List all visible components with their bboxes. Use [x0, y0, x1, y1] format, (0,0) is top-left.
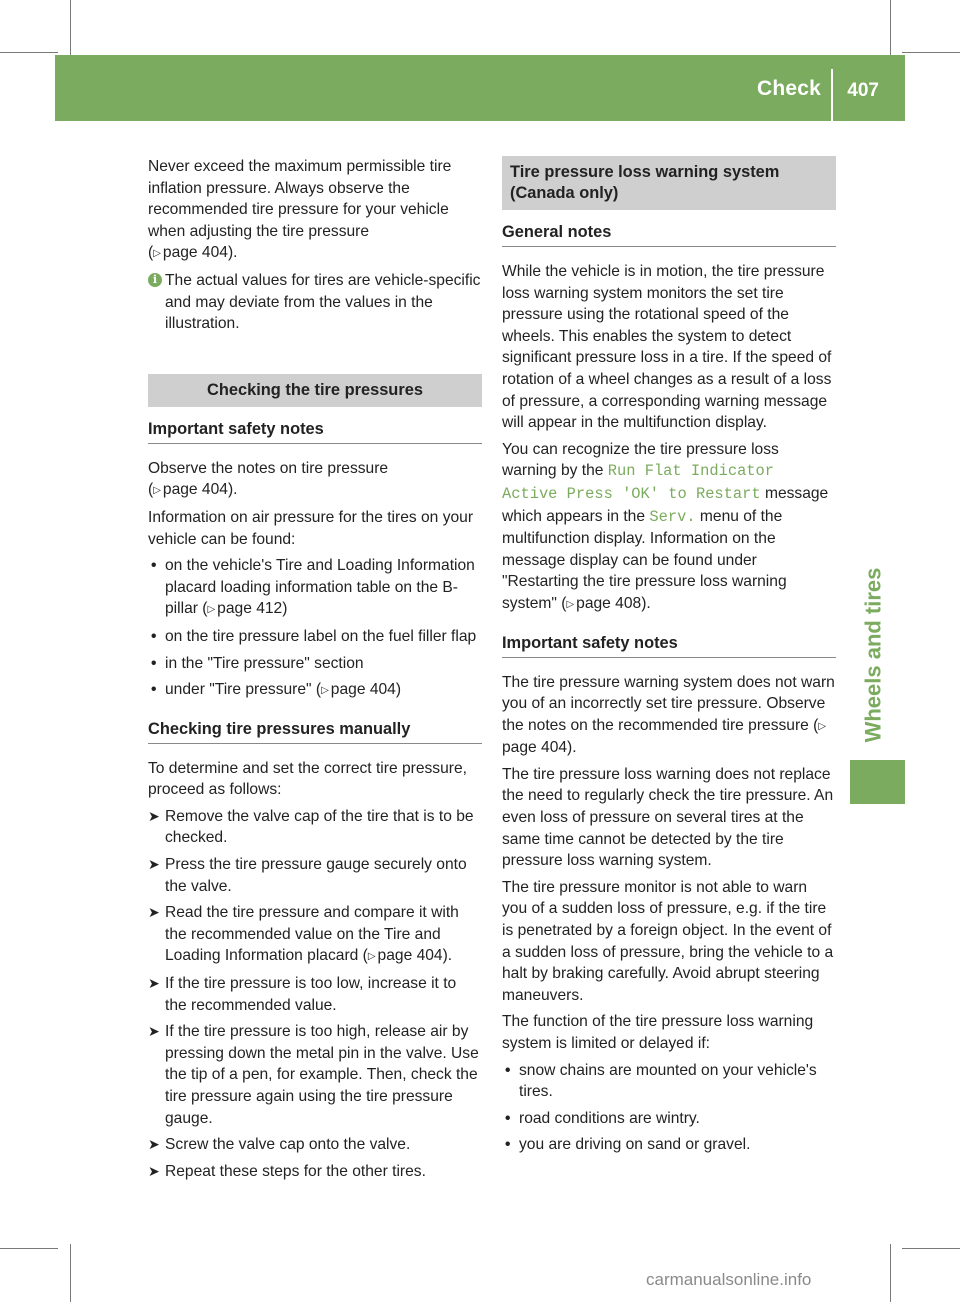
- page-ref-triangle-icon: ▷: [818, 720, 827, 732]
- step-item: ➤ If the tire pressure is too low, increase it to the recommended value.: [148, 975, 457, 1014]
- step-arrow-icon: ➤: [148, 856, 160, 873]
- crop-mark: [70, 0, 71, 58]
- step-item: ➤ Remove the valve cap of the tire that is to be checked.: [148, 807, 474, 847]
- page-header: [55, 55, 905, 121]
- safety-paragraph: The tire pressure loss warning does not replace the need to regularly check the tire pressure. An even loss of pressure on several tires at the same time cannot be detected by the tire pressure loss warning system.: [502, 765, 834, 870]
- step-arrow-icon: ➤: [148, 807, 160, 824]
- page-ref-triangle-icon: ▷: [153, 248, 161, 260]
- step-arrow-icon: ➤: [148, 1162, 160, 1179]
- list-item: • road conditions are wintry.: [502, 1108, 836, 1130]
- display-menu-name: Serv.: [649, 507, 696, 526]
- step-arrow-icon: ➤: [148, 975, 160, 992]
- crop-mark: [902, 52, 960, 53]
- general-notes-paragraph: While the vehicle is in motion, the tire pressure loss warning system monitors the set tire pressure using the rotational speed of the wheels. This enables the system to detect significant pressure loss in a tire. If the speed of rotation of a wheel changes as a result of a loss of pressure, a corresponding warning message will appear in the multifunction display.: [502, 263, 832, 432]
- step-arrow-icon: ➤: [148, 1023, 160, 1040]
- subheading: Checking tire pressures manually: [148, 719, 482, 744]
- subheading: Important safety notes: [502, 633, 836, 658]
- crop-mark: [70, 1244, 71, 1302]
- list-item: • under "Tire pressure" (▷ page 404): [148, 679, 482, 702]
- step-arrow-icon: ➤: [148, 1136, 160, 1153]
- step-item: ➤ Read the tire pressure and compare it with the recommended value on the Tire and Loading Information placard (▷ page 404).: [148, 902, 482, 968]
- step-arrow-icon: ➤: [148, 904, 160, 921]
- chapter-tab-label: [840, 555, 906, 755]
- crop-mark: [890, 0, 891, 58]
- header-divider: [831, 69, 833, 121]
- observe-paragraph: Observe the notes on tire pressure (▷ page 404).: [148, 458, 482, 502]
- manual-intro-paragraph: To determine and set the correct tire pressure, proceed as follows:: [148, 759, 467, 799]
- list-item: • snow chains are mounted on your vehicle's tires.: [502, 1060, 836, 1103]
- safety-paragraph: The tire pressure monitor is not able to warn you of a sudden loss of pressure, e.g. if the tire is penetrated by a foreign object. In the event of a sudden loss of pressure, bring the vehicle to a halt by braking carefully. Avoid abrupt steering maneuvers.: [502, 878, 834, 1004]
- info-icon: i: [148, 273, 162, 287]
- header-title: Check: [756, 77, 821, 100]
- list-item: • you are driving on sand or gravel.: [502, 1134, 836, 1156]
- warning-message-paragraph: You can recognize the tire pressure loss warning by the Run Flat Indicator Active Press 'OK' to Restart message which appears in the Serv. menu of the multifunction display. Information on the message display can be found under "Restarting the tire pressure loss warning system" (▷ page 408).: [502, 439, 836, 616]
- step-item: ➤ If the tire pressure is too high, release air by pressing down the metal pin in the valve. Use the tip of a pen, for example. Then, check the tire pressure again using the tire pressure gauge.: [148, 1023, 479, 1127]
- safety-paragraph: The tire pressure warning system does not warn you of an incorrectly set tire pressure. Observe the notes on the recommended tire pressure (▷page 404).: [502, 673, 835, 757]
- crop-mark: [890, 1244, 891, 1302]
- step-item: ➤ Screw the valve cap onto the valve.: [148, 1134, 482, 1156]
- list-item: • on the tire pressure label on the fuel filler flap: [148, 626, 482, 648]
- page-ref-triangle-icon: ▷: [153, 485, 161, 497]
- page-ref-triangle-icon: ▷: [566, 598, 575, 610]
- display-message: Run Flat Indicator Active Press 'OK' to Restart: [502, 462, 775, 503]
- chapter-tab-marker: [850, 760, 905, 804]
- subheading: General notes: [502, 222, 836, 247]
- page-number: 407: [847, 80, 879, 101]
- section-heading: Tire pressure loss warning system (Canada only): [502, 156, 836, 210]
- info-note: i The actual values for tires are vehicle-specific and may deviate from the values in the illustration.: [148, 270, 482, 335]
- info-found-paragraph: Information on air pressure for the tires on your vehicle can be found:: [148, 508, 474, 548]
- chapter-title: Wheels and tires: [860, 567, 885, 743]
- subheading: Important safety notes: [148, 419, 482, 444]
- watermark: carmanualsonline.info: [646, 1270, 812, 1289]
- section-heading: Checking the tire pressures: [148, 374, 482, 407]
- crop-mark: [0, 52, 58, 53]
- crop-mark: [0, 1248, 58, 1249]
- crop-mark: [902, 1248, 960, 1249]
- page-ref-triangle-icon: ▷: [321, 685, 329, 697]
- right-column: [502, 156, 836, 1161]
- list-item: • on the vehicle's Tire and Loading Information placard loading information table on the B-pillar (▷ page 412): [148, 555, 482, 621]
- left-column: [148, 156, 482, 1187]
- step-item: ➤ Press the tire pressure gauge securely onto the valve.: [148, 856, 467, 895]
- page-ref-triangle-icon: ▷: [207, 604, 216, 616]
- step-item: ➤ Repeat these steps for the other tires.: [148, 1161, 482, 1183]
- intro-paragraph: Never exceed the maximum permissible tire inflation pressure. Always observe the recommended tire pressure for your vehicle when adjusting the tire pressure (▷ page 404).: [148, 156, 482, 265]
- page-ref-triangle-icon: ▷: [367, 951, 376, 963]
- safety-paragraph: The function of the tire pressure loss warning system is limited or delayed if:: [502, 1013, 814, 1052]
- list-item: • in the "Tire pressure" section: [148, 653, 482, 675]
